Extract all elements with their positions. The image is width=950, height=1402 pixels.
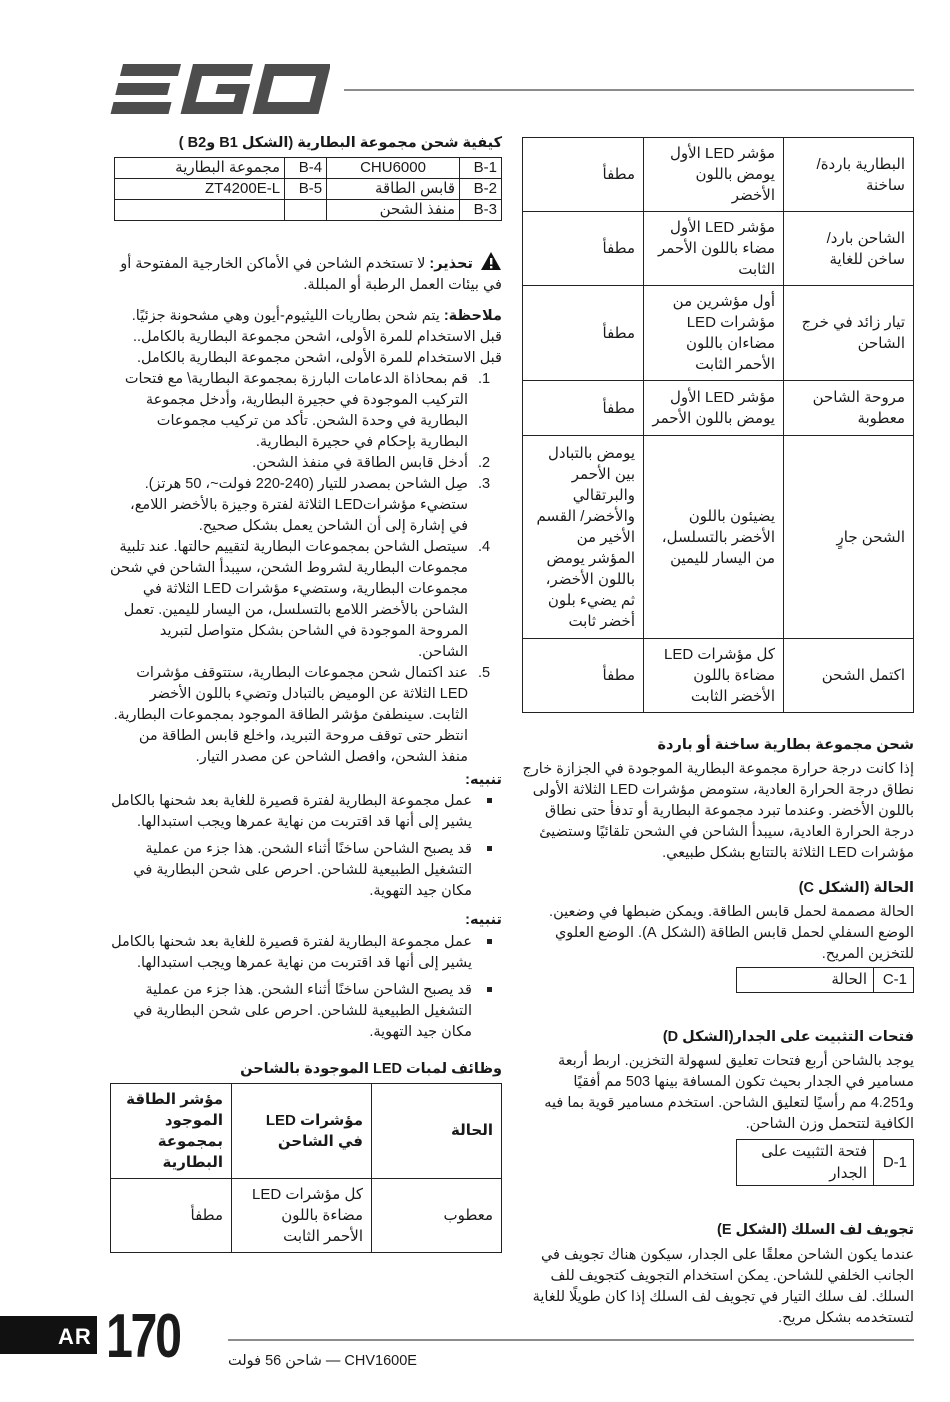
charger-led-cell: كل مؤشرات LED مضاءة باللون الأخضر الثابت (644, 639, 784, 713)
step-number: 1. (478, 371, 491, 388)
list-item (110, 791, 502, 833)
caution-text: قد يصبح الشاحن ساخنًا أثناء الشحن. هذا جزء من عملية التشغيل الطبيعية للشاحن. احرص على شحن البطارية في مكان جيد التهوية. (133, 841, 472, 900)
caution-text: قد يصبح الشاحن ساخنًا أثناء الشحن. هذا جزء من عملية التشغيل الطبيعية للشاحن. احرص على شحن البطارية في مكان جيد التهوية. (133, 981, 472, 1040)
table-row (523, 286, 914, 381)
table-row (523, 436, 914, 639)
status-cell: اكتمل الشحن (784, 639, 914, 713)
caution-text: عمل مجموعة البطارية لفترة قصيرة للغاية بعد شحنها بالكامل يشير إلى أنها قد اقتربت من نهاية عمرها ويجب استبدالها. (111, 793, 472, 831)
caution-label: تنبيه: (465, 772, 502, 789)
part-code: B-1 (460, 158, 502, 179)
cord-wrap-text: عندما يكون الشاحن معلقًا على الجدار، سيكون هناك تجويف في الجانب الخلفي للشاحن. يمكن استخدام التجويف كتجويف للف السلك. لف سلك التيار في تجويف لف السلك إذا كان طويلًا للغاية لتستخدمه بشكل مريح. (532, 1246, 914, 1326)
list-item (110, 839, 502, 902)
column-header: مؤشر الطاقة الموجود بمجموعة البطارية (111, 1083, 232, 1178)
step-number: 5. (478, 665, 491, 682)
bullet-icon (487, 798, 492, 803)
list-item (110, 537, 502, 663)
list-item (110, 453, 502, 474)
part-label: قابس الطاقة (327, 179, 460, 200)
step-text: صِل الشاحن بمصدر للتيار (240-220 فولت~، 50 هرتز). ستضيء مؤشراتLED الثلاثة لفترة وجيزة بالأخضر اللامع، في إشارة إلى أن الشاحن يعمل بشكل صحيح. (130, 476, 468, 535)
list-item (110, 980, 502, 1043)
part-code: B-2 (460, 179, 502, 200)
part-label: ZT4200E-L (115, 179, 285, 200)
hot-cold-heading: شحن مجموعة بطارية ساخنة أو باردة (657, 737, 914, 753)
part-label: فتحة التثبيت على الجدار (737, 1139, 874, 1186)
table-row (523, 381, 914, 436)
battery-indicator-cell: يومض بالتبادل بين الأحمر والبرتقالي والأخضر/ القسم الأخير من المؤشر يومض باللون الأخضر، ثم يضيء بلون أخضر ثابت (523, 436, 644, 639)
part-code: C-1 (874, 968, 914, 993)
warning-label: تحذير: (429, 256, 473, 273)
charger-led-cell: يضيئون باللون الأخضر بالتسلسل، من اليسار لليمين (644, 436, 784, 639)
warning-text: لا تستخدم الشاحن في الأماكن الخارجية المفتوحة أو في بيئات العمل الرطبة أو المبللة. (120, 256, 502, 294)
charger-led-cell: مؤشر LED الأول مضاء باللون الأحمر الثابت (644, 212, 784, 286)
charger-led-cell: مؤشر LED الأول يومض باللون الأخضر (644, 138, 784, 212)
table-header-row (111, 1083, 502, 1178)
charger-led-cell: أول مؤشرين من مؤشرات LED مضاءان باللون الأحمر الثابت (644, 286, 784, 381)
hot-cold-text: إذا كانت درجة حرارة مجموعة البطارية الموجودة في الجزازة خارج نطاق درجة الحرارة العادية، ستومض مؤشرات LED الثلاثة الأولى باللون الأخضر. وعندما تبرد مجموعة البطارية أو تدفأ حتى نطاق درجة الحرارة العادية، سيبدأ الشاحن في الشحن تلقائيًا وستضيئ مؤشرات LED الثلاثة بالتتابع بشكل طبيعي. (522, 761, 914, 862)
footer-text: CHV1600E — شاحن 56 فولت (228, 1353, 417, 1369)
part-label: منفذ الشحن (327, 200, 460, 221)
led-status-table (110, 1083, 502, 1253)
caution-list (110, 932, 502, 1043)
wall-mount-heading: فتحات التثبيت على الجدار(الشكل D) (662, 1028, 914, 1045)
footer-rule (228, 1339, 914, 1341)
part-code: D-1 (874, 1139, 914, 1186)
status-cell: معطوب (372, 1178, 502, 1252)
table-row (523, 639, 914, 713)
part-code: B-3 (460, 200, 502, 221)
status-cell: تيار زائد في خرج الشاحن (784, 286, 914, 381)
column-header: مؤشرات LED في الشاحن (232, 1083, 372, 1178)
led-heading: وظائف لمبات LED الموجودة بالشاحن (240, 1060, 502, 1077)
battery-indicator-cell: مطفأ (523, 639, 644, 713)
status-cell: مروحة الشاحن معطوبة (784, 381, 914, 436)
cord-wrap-heading: تجويف لف السلك (الشكل E) (716, 1222, 914, 1239)
status-cell: الشحن جارٍ (784, 436, 914, 639)
step-text: عند اكتمال شحن مجموعات البطارية، ستتوقف مؤشرات LED الثلاثة عن الوميض بالتبادل وتضيء باللون الأخضر الثابت. سينطفئ مؤشر الطاقة الموجود بمجموعات البطارية. انتظر حتى توقف مروحة التبريد، واخلع قابس الطاقة من منفذ الشحن، وافصل الشاحن عن مصدر التيار. (113, 665, 468, 766)
battery-indicator-cell: مطفأ (523, 286, 644, 381)
ego-logo (108, 60, 330, 118)
step-text: أدخل قابس الطاقة في منفذ الشحن. (252, 455, 468, 472)
step-number: 4. (478, 539, 491, 556)
charge-steps (110, 369, 502, 768)
table-row (111, 1178, 502, 1252)
charger-led-cell: مؤشر LED الأول يومض باللون الأحمر (644, 381, 784, 436)
case-heading: الحالة (الشكل C) (798, 880, 914, 897)
note-label: ملاحظة: (443, 308, 502, 325)
page-number: 170 (106, 1302, 180, 1371)
table-row (115, 179, 502, 200)
part-code (285, 200, 327, 221)
status-cell: الشاحن بارد/ساخن للغاية (784, 212, 914, 286)
step-text: سيتصل الشاحن بمجموعات البطارية لتقييم حالتها. عند تلبية مجموعات البطارية لشروط الشحن، سيبدأ الشاحن في شحن مجموعات البطارية، وستضيء مؤشرات LED الثلاثة في الشاحن بالأخضر اللامع بالتسلسل، من اليسار لليمين. تعمل المروحة الموجودة في الشاحن بشكل متواصل لتبريد الشاحن. (110, 539, 468, 661)
right-column (522, 137, 914, 1329)
status-cell: البطارية باردة/ ساخنة (784, 138, 914, 212)
table-row (523, 138, 914, 212)
bullet-icon (487, 987, 492, 992)
caution-text: عمل مجموعة البطارية لفترة قصيرة للغاية بعد شحنها بالكامل يشير إلى أنها قد اقتربت من نهاية عمرها ويجب استبدالها. (111, 933, 472, 971)
charger-led-cell: كل مؤشرات LED مضاءة باللون الأحمر الثابت (232, 1178, 372, 1252)
warning-triangle-icon (480, 251, 502, 271)
parts-table (114, 157, 502, 221)
list-item (110, 663, 502, 768)
table-row (737, 968, 914, 993)
wall-mount-text: يوجد بالشاحن أربع فتحات تعليق لسهولة التخزين. اربط أربعة مسامير في الجدار بحيث تكون المسافة بينها 503 مم أفقيًا و4.251 مم رأسيًا لتعليق الشاحن. استخدم مسامير قوية بما فيه الكافية لتتحمل وزن الشاحن. (544, 1052, 914, 1132)
step-number: 2. (478, 455, 491, 472)
battery-indicator-cell: مطفأ (523, 212, 644, 286)
list-item (110, 932, 502, 974)
note-paragraph (110, 306, 502, 369)
note-text: يتم شحن بطاريات الليثيوم-أيون وهي مشحونة جزئيًا. قبل الاستخدام للمرة الأولى، اشحن مجموعة البطارية بالكامل.. قبل الاستخدام للمرة الأولى، اشحن مجموعة البطارية بالكامل. (131, 308, 502, 367)
case-text: الحالة مصممة لحمل قابس الطاقة. ويمكن ضبطها في وضعين. الوضع السفلي لحمل قابس الطاقة (الشكل A). الوضع العلوي للتخزين المريح. (549, 904, 914, 963)
charge-heading: كيفية شحن مجموعة البطارية (الشكل B1 وB2 ) (178, 135, 502, 151)
part-label: الحالة (737, 968, 874, 993)
bullet-icon (487, 846, 492, 851)
list-item (110, 474, 502, 537)
part-code: B-5 (285, 179, 327, 200)
table-row (115, 200, 502, 221)
warning-paragraph (110, 251, 502, 296)
header-rule (344, 89, 914, 91)
table-row (737, 1139, 914, 1186)
table-row (115, 158, 502, 179)
column-header: الحالة (372, 1083, 502, 1178)
battery-indicator-cell: مطفأ (523, 381, 644, 436)
bullet-icon (487, 939, 492, 944)
case-table (736, 967, 914, 993)
table-row (523, 212, 914, 286)
part-code: B-4 (285, 158, 327, 179)
wall-mount-table (736, 1139, 914, 1187)
battery-indicator-cell: مطفأ (523, 138, 644, 212)
language-label: AR (58, 1324, 92, 1349)
part-label: CHU6000 (327, 158, 460, 179)
caution-list (110, 791, 502, 902)
battery-indicator-cell: مطفأ (111, 1178, 232, 1252)
step-text: قم بمحاذاة الدعامات البارزة بمجموعة البطارية\ مع فتحات التركيب الموجودة في حجيرة البطارية، وأدخل مجموعة البطارية في وحدة الشحن. تأكد من تركيب مجموعات البطارية بإحكام في حجيرة البطارية. (124, 371, 468, 451)
left-column (110, 133, 502, 1253)
caution-label: تنبيه: (465, 912, 502, 929)
part-label (115, 200, 285, 221)
step-number: 3. (478, 476, 491, 493)
list-item (110, 369, 502, 453)
part-label: مجموعة البطارية (115, 158, 285, 179)
led-status-table-continued (522, 137, 914, 713)
